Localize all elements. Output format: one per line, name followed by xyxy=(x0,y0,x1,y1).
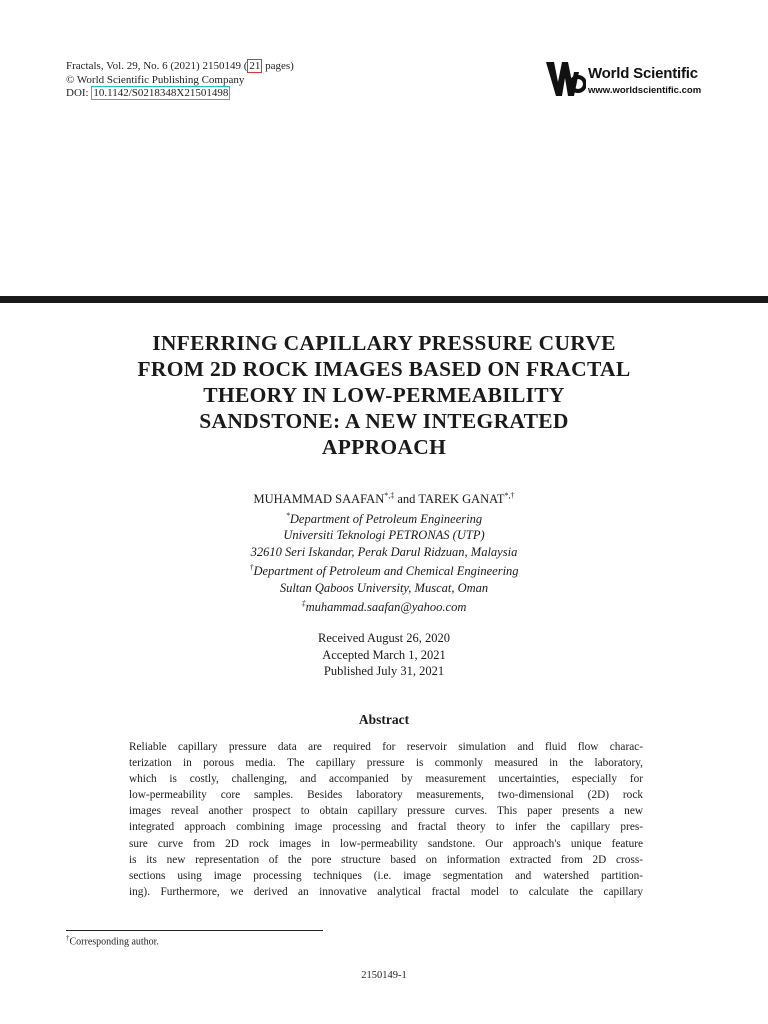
journal-citation-suffix: pages) xyxy=(262,60,294,72)
publisher-logo xyxy=(546,60,716,100)
email-line xyxy=(84,596,684,616)
abstract-line: low-permeability core samples. Besides laboratory measurements, two-dimensional (2D) rock xyxy=(129,789,643,802)
abstract-body xyxy=(129,739,643,900)
abstract-line: images reveal another prospect to obtain capillary pressure curves. This paper presents a new xyxy=(129,805,643,818)
author-names xyxy=(84,488,684,508)
world-scientific-logo-icon xyxy=(546,60,586,98)
footnote-text: Corresponding author. xyxy=(69,936,159,948)
abstract-line: sure curve from 2D rock images in low-permeability sandstone. Our approach's unique feature xyxy=(129,837,643,850)
affiliation-mark: * xyxy=(285,510,290,520)
logo-name: World Scientific xyxy=(588,65,698,82)
affiliation-line: Universiti Teknologi PETRONAS (UTP) xyxy=(283,528,485,543)
title-line: SANDSTONE: A NEW INTEGRATED xyxy=(199,409,569,433)
author-name: TAREK GANAT xyxy=(418,492,505,507)
footnote xyxy=(66,934,159,947)
header-rule xyxy=(0,296,768,303)
affiliation-line: 32610 Seri Iskandar, Perak Darul Ridzuan, Malaysia xyxy=(250,544,518,559)
abstract-line: sections using image processing techniques (i.e. image segmentation and watershed partition- xyxy=(129,869,643,882)
abstract-line: is its new representation of the pore structure based on information extracted from 2D cross- xyxy=(129,853,643,866)
received-date: Received August 26, 2020 xyxy=(318,631,450,645)
affiliation-line: Sultan Qaboos University, Muscat, Oman xyxy=(279,580,489,595)
doi-label: DOI: xyxy=(66,87,92,99)
abstract-line: ing). Furthermore, we derived an innovative analytical fractal model to calculate the capillary xyxy=(129,885,643,898)
email-mark: ‡ xyxy=(301,599,306,609)
title-line: APPROACH xyxy=(321,435,447,459)
page-number: 2150149-1 xyxy=(361,970,407,981)
abstract-line: terization in porous media. The capillary pressure is commonly measured in the laboratory, xyxy=(129,757,643,770)
page-count-link[interactable]: 21 xyxy=(249,60,261,72)
author-marks: *,† xyxy=(504,491,515,500)
doi-line xyxy=(66,87,294,101)
abstract-line: which is costly, challenging, and accompanied by measurement uncertainties, especially for xyxy=(129,773,643,786)
journal-info xyxy=(66,60,294,101)
affiliation-mark: † xyxy=(249,563,254,573)
author-marks: *,‡ xyxy=(384,491,395,500)
accepted-date: Accepted March 1, 2021 xyxy=(322,647,446,662)
title-line: INFERRING CAPILLARY PRESSURE CURVE xyxy=(152,331,616,355)
footnote-mark: † xyxy=(66,934,70,942)
paper-title xyxy=(60,330,708,460)
title-line: THEORY IN LOW-PERMEABILITY xyxy=(203,383,565,407)
doi-link[interactable]: 10.1142/S0218348X21501498 xyxy=(93,87,229,99)
abstract-heading: Abstract xyxy=(358,712,410,727)
publication-dates xyxy=(84,630,684,680)
copyright-notice: © World Scientific Publishing Company xyxy=(66,73,245,86)
affiliation-line: †Department of Petroleum and Chemical Engineering xyxy=(249,563,519,579)
author-conjunction: and xyxy=(394,492,419,507)
title-line: FROM 2D ROCK IMAGES BASED ON FRACTAL xyxy=(137,357,631,381)
abstract-line: integrated approach combining image processing and fractal theory to infer the capillary pres- xyxy=(129,821,643,834)
published-date: Published July 31, 2021 xyxy=(323,664,445,678)
journal-citation-prefix: Fractals, Vol. 29, No. 6 (2021) 2150149 ( xyxy=(66,60,248,72)
logo-url: www.worldscientific.com xyxy=(588,85,702,96)
journal-citation xyxy=(66,60,294,74)
author-name: MUHAMMAD SAAFAN xyxy=(253,492,385,507)
authors-block xyxy=(84,488,684,616)
affiliation-line: *Department of Petroleum Engineering xyxy=(285,510,483,526)
footnote-rule xyxy=(66,930,323,931)
abstract-line: Reliable capillary pressure data are required for reservoir simulation and fluid flow charac- xyxy=(129,741,643,753)
author-email[interactable]: muhammad.saafan@yahoo.com xyxy=(305,600,467,615)
